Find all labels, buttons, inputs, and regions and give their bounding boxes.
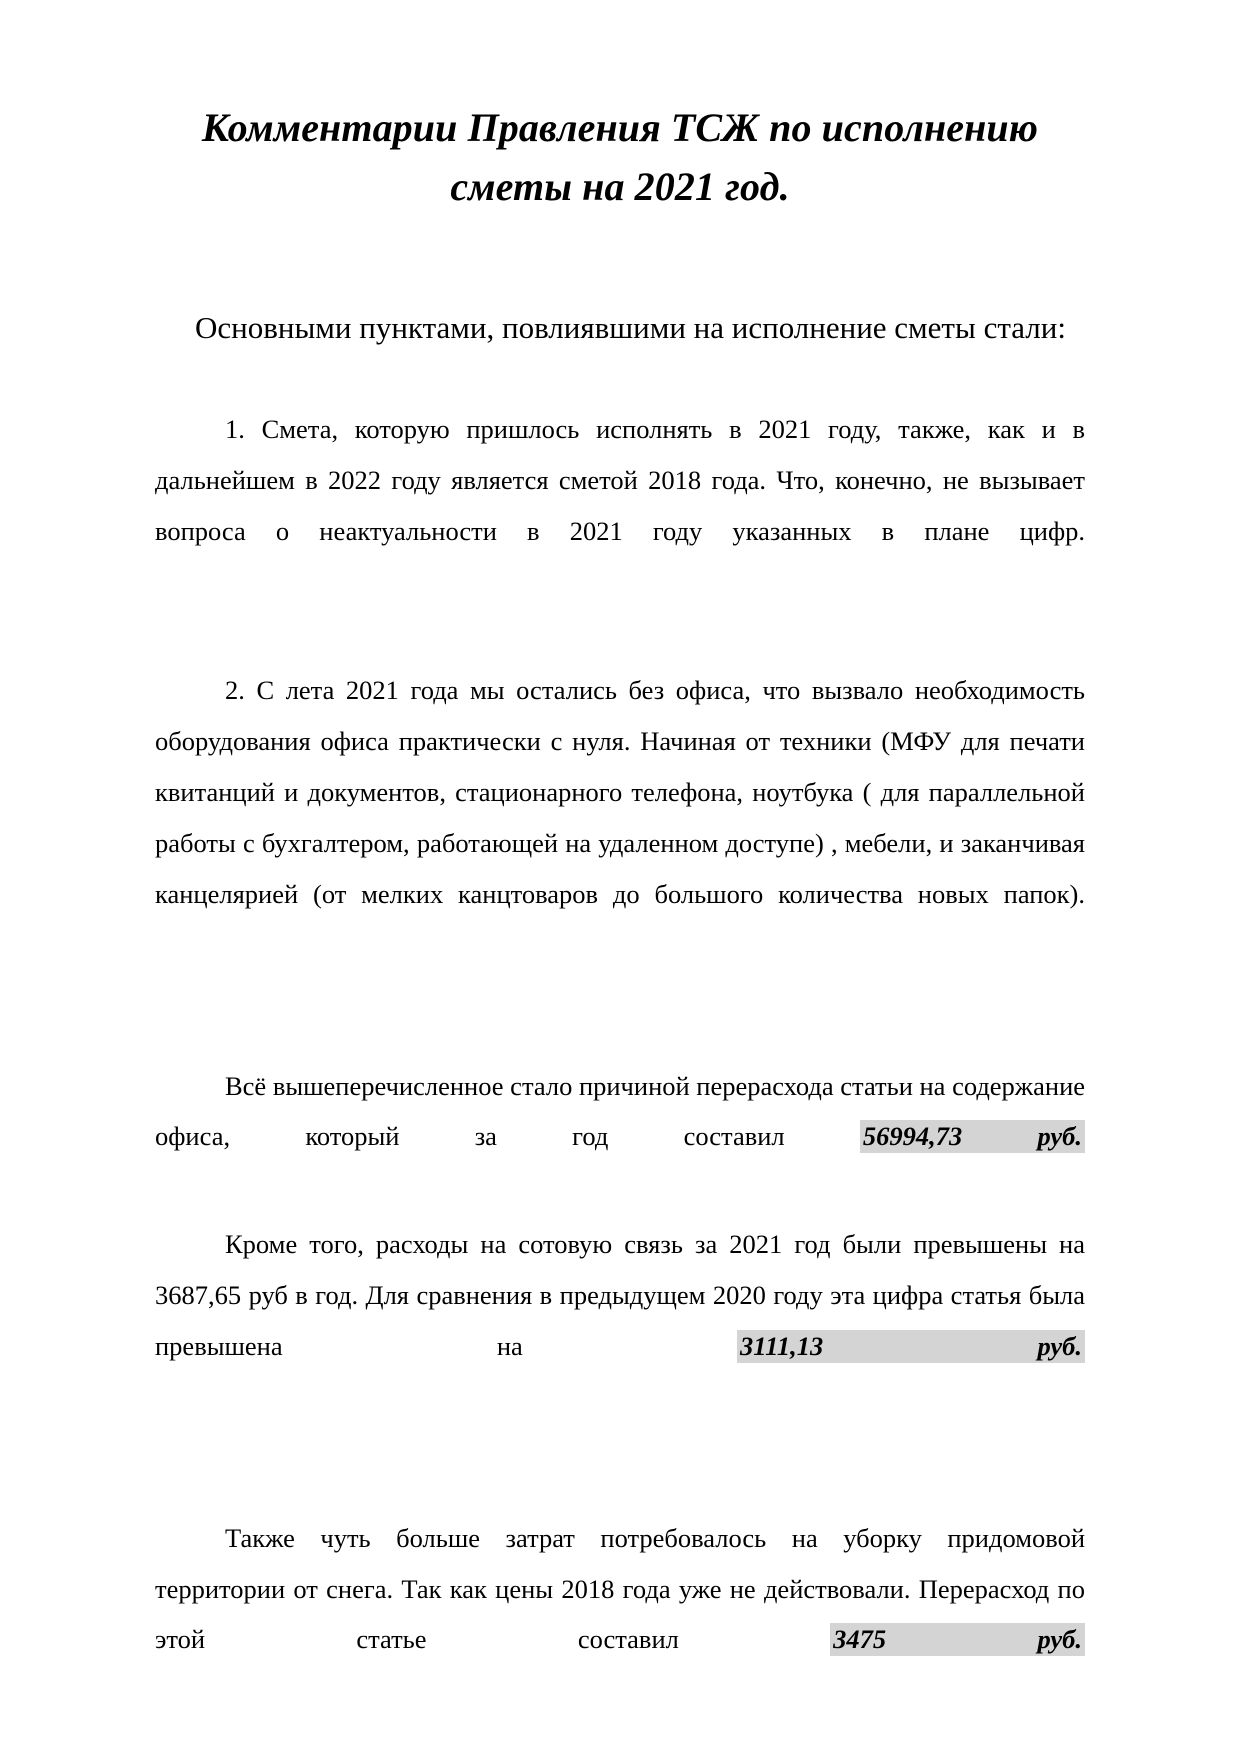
mobile-overrun-amount: 3111,13 руб. — [737, 1330, 1085, 1363]
document-body — [155, 0, 1085, 1716]
page-title: Комментарии Правления ТСЖ по исполнению сметы на 2021 год. — [201, 105, 1039, 210]
paragraph-item-1: 1. Смета, которую пришлось исполнять в 2021 году, также, как и в дальнейшем в 2022 году является сметой 2018 года. Что, конечно, не вызывает вопроса о неактуальности в 2021 году указанных в плане цифр. — [155, 413, 1085, 546]
paragraph-snow-removal — [155, 1423, 1085, 1717]
paragraph-mobile-overrun — [155, 1213, 1085, 1423]
mobile-overrun-text-before: Кроме того, расходы на сотовую связь за 2021 год были превышены на 3687,65 руб в год. Для сравнения в предыдущем 2020 году эта цифра статья была превышена на — [155, 1229, 1085, 1361]
paragraph-office-overrun — [155, 971, 1085, 1214]
snow-removal-amount: 3475 руб. — [830, 1623, 1085, 1656]
office-overrun-text-before: Всё вышеперечисленное стало причиной перерасхода статьи на содержание офиса, который за год составил — [155, 1070, 1086, 1152]
lead-paragraph: Основными пунктами, повлиявшими на исполнение сметы стали: — [195, 310, 1066, 346]
paragraph-item-2: 2. С лета 2021 года мы остались без офиса, что вызвало необходимость оборудования офиса практически с нуля. Начиная от техники (МФУ для печати квитанций и документов, стационарного телефона, ноутбука ( для параллельной работы с бухгалтером, работающей на удаленном доступе) , мебели, и заканчивая канцелярией (от мелких канцтоваров до большого количества новых папок). — [155, 675, 1085, 909]
office-overrun-amount: 56994,73 руб. — [860, 1120, 1085, 1153]
snow-removal-text-before: Также чуть больше затрат потребовалось на уборку придомовой территории от снега. Так как цены 2018 года уже не действовали. Перерасход по этой статье составил — [155, 1522, 1085, 1655]
